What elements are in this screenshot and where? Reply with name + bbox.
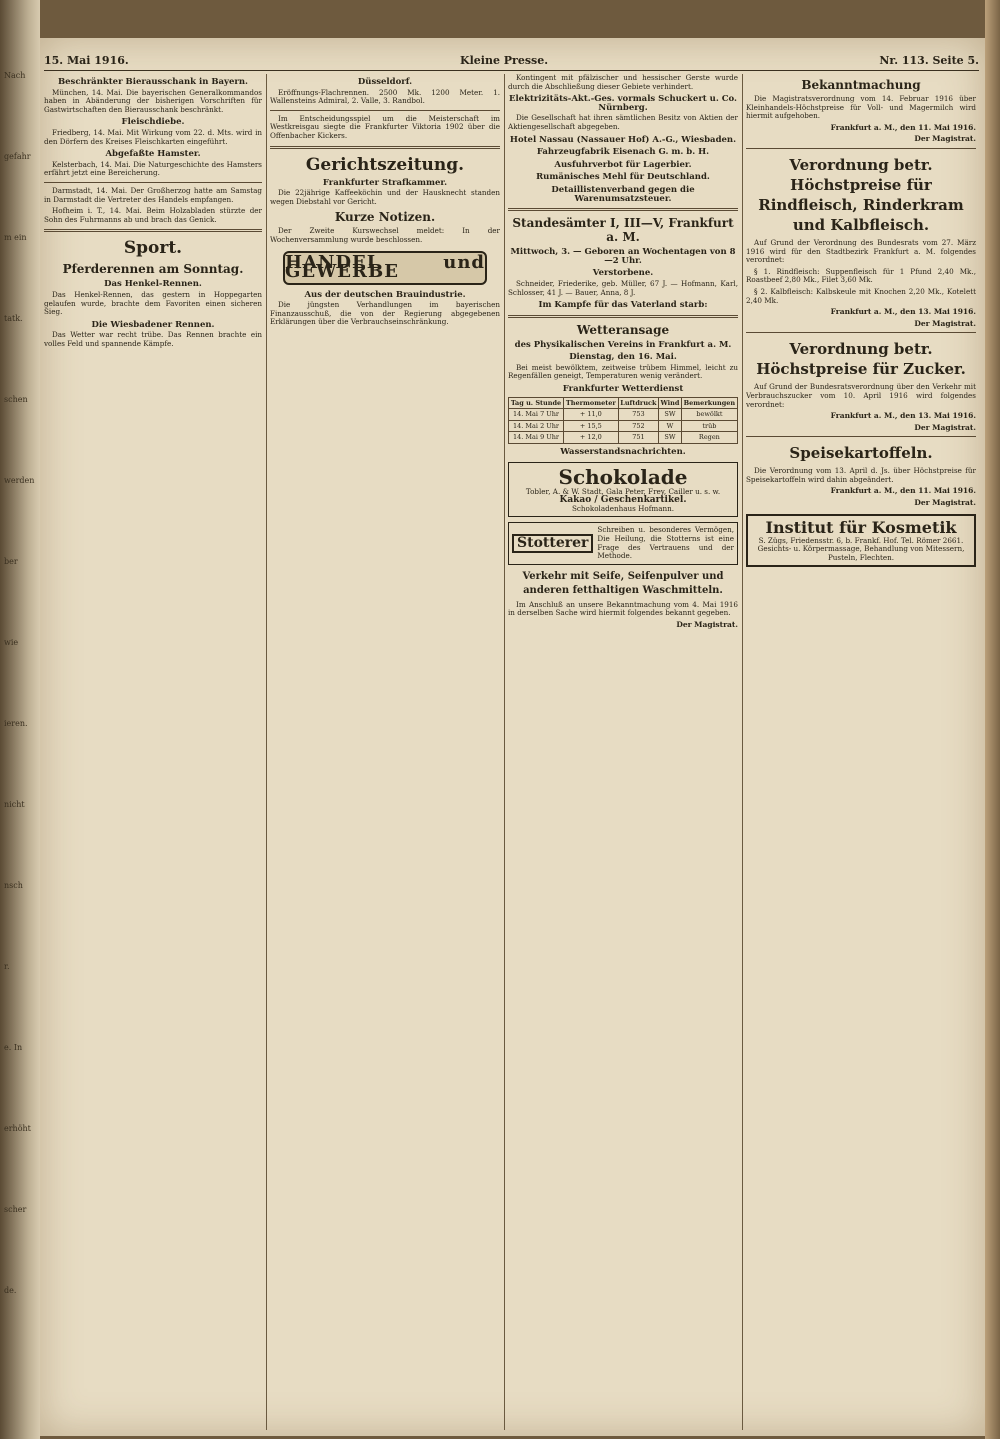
article-text: Schneider, Friederike, geb. Müller, 67 J. — Hofmann, Karl, Schlosser, 41 J. — Bauer, Anna, 8 J. — [508, 278, 738, 297]
article-heading: Pferderennen am Sonntag. — [62, 262, 244, 277]
section-title-gericht: Gerichtszeitung. — [305, 154, 465, 175]
page-header — [44, 54, 979, 71]
article-heading: Abgefaßte Hamster. — [105, 149, 201, 160]
adjacent-page-fragment: ieren. — [4, 719, 28, 728]
article-text: Auf Grund der Verordnung des Bundesrats vom 27. März 1916 wird für den Stadtbezirk Frankfurt a. M. folgendes verordnet: — [746, 237, 976, 265]
article-text: § 2. Kalbfleisch: Kalbskeule mit Knochen 2,20 Mk., Kotelett 2,40 Mk. — [746, 286, 976, 305]
article-heading: Hotel Nassau (Nassauer Hof) A.-G., Wiesbaden. — [509, 134, 737, 145]
column-rule — [504, 74, 505, 1430]
article-heading: Bekanntmachung — [801, 78, 921, 92]
article-heading: Verkehr mit Seife, Seifenpulver und anderen fetthaltigen Waschmitteln. — [522, 570, 724, 596]
article-text: Die Verordnung vom 13. April d. Js. über Höchstpreise für Speisekartoffeln wird dahin abgeändert. — [746, 466, 976, 484]
table-cell: 14. Mai 9 Uhr — [509, 432, 564, 444]
divider — [270, 110, 500, 111]
header-paper-name: Kleine Presse. — [460, 54, 549, 67]
ad-schokolade — [508, 462, 738, 518]
ad-text: Kakao / Geschenkartikel. — [559, 495, 687, 506]
article-heading: Rumänisches Mehl für Deutschland. — [536, 172, 710, 183]
table-row — [509, 420, 738, 432]
decree-heading: Speisekartoffeln. — [789, 444, 933, 463]
adjacent-page-fragment: gefahr — [4, 152, 31, 161]
article-text: Die 22jährige Kaffeeköchin und der Hausknecht standen wegen Diebstahl vor Gericht. — [270, 188, 500, 206]
article-text: Im Entscheidungsspiel um die Meisterschaft im Westkreisgau siegte die Frankfurter Viktoria 1902 über die Offenbacher Kickers. — [270, 113, 500, 140]
ad-title: Stotterer — [512, 534, 593, 553]
ad-text: Tobler, A. & W. Stadt, Gala Peter, Frey, Cailler u. s. w. — [525, 486, 721, 496]
weather-subheading: des Physikalischen Vereins in Frankfurt a. M. — [514, 339, 732, 350]
adjacent-page-fragment: Nach — [4, 71, 26, 80]
article-heading: Fleischdiebe. — [121, 117, 185, 128]
adjacent-page-strip — [0, 0, 40, 1439]
ad-stotterer — [508, 522, 738, 564]
adjacent-page-fragment: schen — [4, 395, 28, 404]
adjacent-page-fragment: werden — [4, 476, 35, 485]
table-cell: + 11,0 — [564, 409, 619, 421]
article-text: Das Wetter war recht trübe. Das Rennen brachte ein volles Feld und spannende Kämpfe. — [44, 330, 262, 348]
signature: Der Magistrat. — [914, 422, 976, 432]
divider — [44, 229, 262, 232]
ad-text: Schreiben u. besonderes Vermögen, Die Heilung, die Stotterns ist eine Frage des Vertrauens und der Methode. — [597, 525, 734, 561]
article-text: Im Anschluß an unsere Bekanntmachung vom 4. Mai 1916 in derselben Sache wird hiermit folgendes bekannt gegeben. — [508, 599, 738, 618]
weather-table-title: Frankfurter Wetterdienst — [562, 384, 684, 395]
article-heading: Ausfuhrverbot für Lagerbier. — [554, 159, 692, 170]
table-header-cell: Wind — [659, 397, 682, 409]
article-text: Hofheim i. T., 14. Mai. Beim Holzabladen stürzte der Sohn des Fuhrmanns ab und brach das Genick. — [44, 206, 262, 224]
standesamt-heading: Standesämter I, III—V, Frankfurt a. M. — [512, 216, 734, 245]
article-text: Bei meist bewölktem, zeitweise trübem Himmel, leicht zu Regenfällen geneigt, Temperaturen wenig verändert. — [508, 362, 738, 381]
table-cell: 14. Mai 7 Uhr — [509, 409, 564, 421]
column-4 — [746, 74, 976, 1430]
article-heading: Elektrizitäts-Akt.-Ges. vormals Schuckert u. Co. Nürnberg. — [508, 94, 738, 113]
table-header-cell: Thermometer — [564, 397, 619, 409]
article-text: Die jüngsten Verhandlungen im bayerischen Finanzausschuß, die von der Regierung abgegebenen Erklärungen über die Verbrauchseinschränkung. — [270, 300, 500, 327]
divider — [746, 332, 976, 333]
adjacent-page-fragment: m ein — [4, 233, 27, 242]
article-heading: Detaillistenverband gegen die Warenumsatzsteuer. — [551, 184, 695, 204]
column-rule — [742, 74, 743, 1430]
table-header-cell: Luftdruck — [618, 397, 659, 409]
article-text: Die Magistratsverordnung vom 14. Februar 1916 über Kleinhandels-Höchstpreise für Voll- und Magermilch wird hiermit aufgehoben. — [746, 94, 976, 121]
table-cell: SW — [659, 409, 682, 421]
date-line: Frankfurt a. M., den 11. Mai 1916. — [830, 486, 976, 496]
section-title-sport: Sport. — [123, 238, 183, 259]
adjacent-page-fragment: de. — [4, 1286, 17, 1295]
column-3 — [508, 74, 738, 1430]
article-text: Darmstadt, 14. Mai. Der Großherzog hatte am Samstag in Darmstadt die Vertreter des Handels empfangen. — [44, 185, 262, 204]
section-title-handel: HANDEL und GEWERBE — [283, 251, 487, 285]
article-heading: Fahrzeugfabrik Eisenach G. m. b. H. — [536, 147, 710, 158]
adjacent-page-fragment: nicht — [4, 800, 25, 809]
date-line: Frankfurt a. M., den 11. Mai 1916. — [830, 122, 976, 132]
table-cell: SW — [659, 432, 682, 444]
divider — [508, 315, 738, 318]
signature: Der Magistrat. — [914, 318, 976, 328]
date-line: Frankfurt a. M., den 13. Mai 1916. — [830, 411, 976, 421]
article-heading: Die Wiesbadener Rennen. — [91, 319, 215, 330]
adjacent-page-fragment: scher — [4, 1205, 27, 1214]
table-cell: bewölkt — [681, 409, 737, 421]
article-heading: Beschränkter Bierausschank in Bayern. — [57, 77, 249, 87]
ad-kosmetik — [746, 514, 976, 568]
ad-title: Institut für Kosmetik — [765, 517, 957, 537]
article-heading: Aus der deutschen Brauindustrie. — [304, 289, 466, 300]
article-text: § 1. Rindfleisch: Suppenfleisch für 1 Pfund 2,40 Mk., Roastbeef 2,80 Mk., Filet 3,60 Mk. — [746, 266, 976, 285]
adjacent-page-fragment: wie — [4, 638, 19, 647]
standesamt-subheading: Mittwoch, 3. — Geboren an Wochentagen von 8—2 Uhr. — [510, 247, 736, 266]
divider — [270, 146, 500, 149]
article-heading: Frankfurter Strafkammer. — [322, 177, 448, 188]
divider — [746, 436, 976, 437]
article-text: Kontingent mit pfälzischer und hessischer Gerste wurde durch die Abschließung dieser Gebiete verhindert. — [508, 74, 738, 91]
adjacent-page-fragment: erhöht — [4, 1124, 31, 1133]
weather-table — [508, 397, 738, 444]
article-text: Der Zweite Kurswechsel meldet: In der Wochenversammlung wurde beschlossen. — [270, 226, 500, 244]
ad-text: S. Zügs, Friedensstr. 6, b. Frankf. Hof. Tel. Römer 2661. Gesichts- u. Körpermassage, Behandlung von Mitessern, Pusteln, Flechten. — [757, 535, 965, 562]
table-cell: 752 — [618, 420, 659, 432]
table-header-cell: Bemerkungen — [681, 397, 737, 409]
table-cell: Regen — [681, 432, 737, 444]
signature: Der Magistrat. — [914, 134, 976, 144]
column-1 — [44, 74, 262, 1430]
adjacent-page-fragment: tatk. — [4, 314, 23, 323]
column-2 — [270, 74, 500, 1430]
table-cell: 753 — [618, 409, 659, 421]
wasser-heading: Wasserstandsnachrichten. — [560, 447, 686, 458]
decree-heading: Verordnung betr. Höchstpreise für Rindfleisch, Rinderkram und Kalbfleisch. — [758, 155, 964, 234]
table-header-cell: Tag u. Stunde — [509, 397, 564, 409]
article-text: Das Henkel-Rennen, das gestern in Hoppegarten gelaufen wurde, brachte dem Favoriten einen sicheren Sieg. — [44, 289, 262, 317]
article-heading: Im Kampfe für das Vaterland starb: — [538, 300, 708, 311]
signature: Der Magistrat. — [676, 619, 738, 629]
column-rule — [266, 74, 267, 1430]
verstorbene-heading: Verstorbene. — [592, 268, 654, 279]
adjacent-page-fragment: nsch — [4, 881, 23, 890]
article-text: Auf Grund der Bundesratsverordnung über den Verkehr mit Verbrauchszucker vom 10. April 1916 wird folgendes verordnet: — [746, 382, 976, 409]
article-subheading: Das Henkel-Rennen. — [104, 279, 202, 290]
table-row — [509, 409, 738, 421]
table-cell: W — [659, 420, 682, 432]
adjacent-page-fragment: r. — [4, 962, 10, 971]
article-text: Kelsterbach, 14. Mai. Die Naturgeschichte des Hamsters erfährt jetzt eine Bereicherung. — [44, 159, 262, 178]
table-cell: 751 — [618, 432, 659, 444]
article-text: München, 14. Mai. Die bayerischen Generalkommandos haben in Abänderung der bisherigen Vorschriften für Gastwirtschaften den Bierausschank beschränkt. — [44, 87, 262, 114]
article-text: Eröffnungs-Flachrennen. 2500 Mk. 1200 Meter. 1. Wallensteins Admiral, 2. Valle, 3. Randbol. — [270, 87, 500, 106]
divider — [508, 208, 738, 211]
table-cell: 14. Mai 2 Uhr — [509, 420, 564, 432]
article-heading: Kurze Notizen. — [334, 210, 436, 225]
table-cell: trüb — [681, 420, 737, 432]
adjacent-page-fragment: ber — [4, 557, 18, 566]
weather-date: Dienstag, den 16. Mai. — [569, 352, 677, 363]
header-date: 15. Mai 1916. — [44, 54, 129, 67]
ad-title: Schokolade — [558, 464, 688, 489]
divider — [44, 182, 262, 183]
page-edge — [985, 0, 1000, 1439]
decree-heading: Verordnung betr. Höchstpreise für Zucker. — [756, 340, 966, 379]
adjacent-page-fragment: e. In — [4, 1043, 23, 1052]
header-page-number: Nr. 113. Seite 5. — [879, 54, 979, 67]
table-cell: + 15,5 — [564, 420, 619, 432]
date-line: Frankfurt a. M., den 13. Mai 1916. — [830, 307, 976, 317]
article-text: Die Gesellschaft hat ihren sämtlichen Besitz von Aktien der Aktiengesellschaft abgegeben. — [508, 113, 738, 131]
signature: Der Magistrat. — [914, 498, 976, 508]
table-row — [509, 432, 738, 444]
article-text: Friedberg, 14. Mai. Mit Wirkung vom 22. d. Mts. wird in den Dörfern des Kreises Fleischkarten eingeführt. — [44, 127, 262, 146]
divider — [746, 148, 976, 149]
article-heading: Düsseldorf. — [357, 77, 413, 87]
weather-heading: Wetteransage — [576, 322, 670, 337]
ad-text: Schokoladenhaus Hofmann. — [571, 503, 675, 513]
newspaper-page — [40, 38, 985, 1436]
table-cell: + 12,0 — [564, 432, 619, 444]
